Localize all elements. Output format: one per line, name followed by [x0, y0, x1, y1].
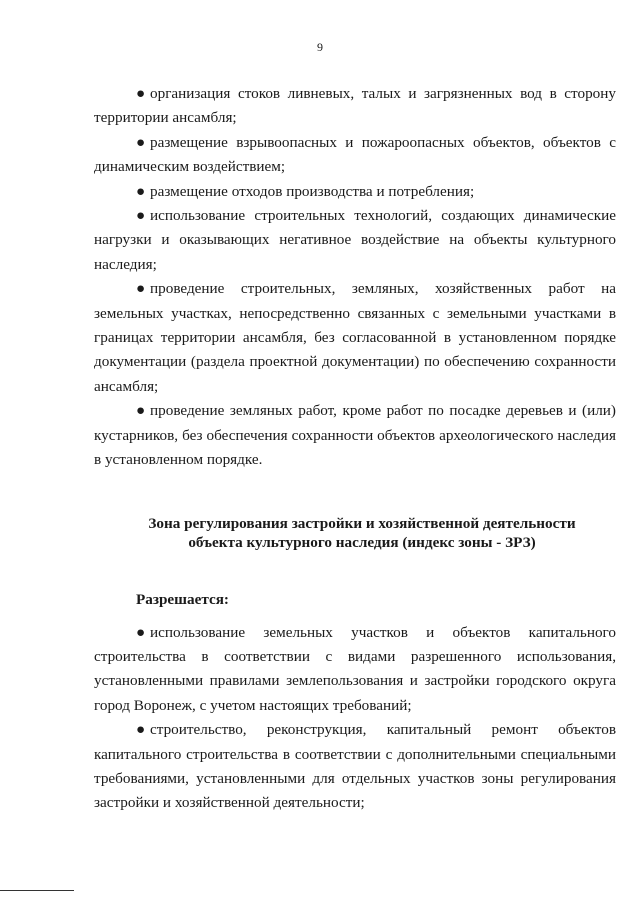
- bullet-icon: ●: [136, 133, 146, 151]
- list-item: [94, 180, 616, 204]
- list-item: [94, 131, 616, 180]
- list-item: [94, 621, 616, 719]
- bullet-icon: ●: [136, 402, 146, 420]
- list-item-text: организация стоков ливневых, талых и загрязненных вод в сторону территории ансамбля;: [94, 85, 616, 127]
- page-content: [94, 82, 616, 816]
- list-item-text: проведение земляных работ, кроме работ по посадке деревьев и (или) кустарников, без обеспечения сохранности объектов археологического наследия в установленном порядке.: [94, 402, 616, 469]
- list-item-text: использование земельных участков и объектов капитального строительства в соответствии с видами разрешенного использования, установленными правилами землепользования и застройки городского округа город Воронеж, с учетом настоящих требований;: [94, 623, 616, 714]
- list-item: [94, 277, 616, 399]
- list-item: [94, 82, 616, 131]
- list-item-text: размещение взрывоопасных и пожароопасных объектов, объектов с динамическим воздействием;: [94, 133, 616, 176]
- list-item: [94, 204, 616, 277]
- page-number: 9: [317, 40, 323, 54]
- list-item-text: строительство, реконструкция, капитальный ремонт объектов капитального строительства в соответствии с дополнительными специальными требованиями, установленными для отдельных участков зоны регулирования застройки и хозяйственной деятельности;: [94, 721, 616, 812]
- bullet-icon: ●: [136, 85, 146, 102]
- list-item-text: проведение строительных, земляных, хозяйственных работ на земельных участках, непосредственно связанных с земельными участками в границах территории ансамбля, без согласованной в установленном порядке документации (раздела проектной документации) по обеспечению сохранности ансамбля;: [94, 280, 616, 395]
- bullet-icon: ●: [136, 207, 146, 225]
- list-item-text: использование строительных технологий, создающих динамические нагрузки и оказывающих негативное воздействие на объекты культурного наследия;: [94, 207, 616, 273]
- list-item: [94, 399, 616, 472]
- list-item-text: размещение отходов производства и потребления;: [150, 182, 475, 200]
- bullet-icon: ●: [136, 182, 146, 200]
- section-heading-line-1: Зона регулирования застройки и хозяйственной деятельности: [148, 514, 576, 532]
- bullet-icon: ●: [136, 623, 146, 641]
- bullet-icon: ●: [136, 280, 146, 298]
- footnote-divider: [0, 890, 74, 891]
- list-item: [94, 718, 616, 816]
- section-heading-line-2: объекта культурного наследия (индекс зоны - ЗРЗ): [188, 533, 536, 551]
- section-heading: [94, 514, 616, 552]
- bullet-icon: ●: [136, 721, 146, 739]
- allowed-label: Разрешается:: [136, 590, 229, 608]
